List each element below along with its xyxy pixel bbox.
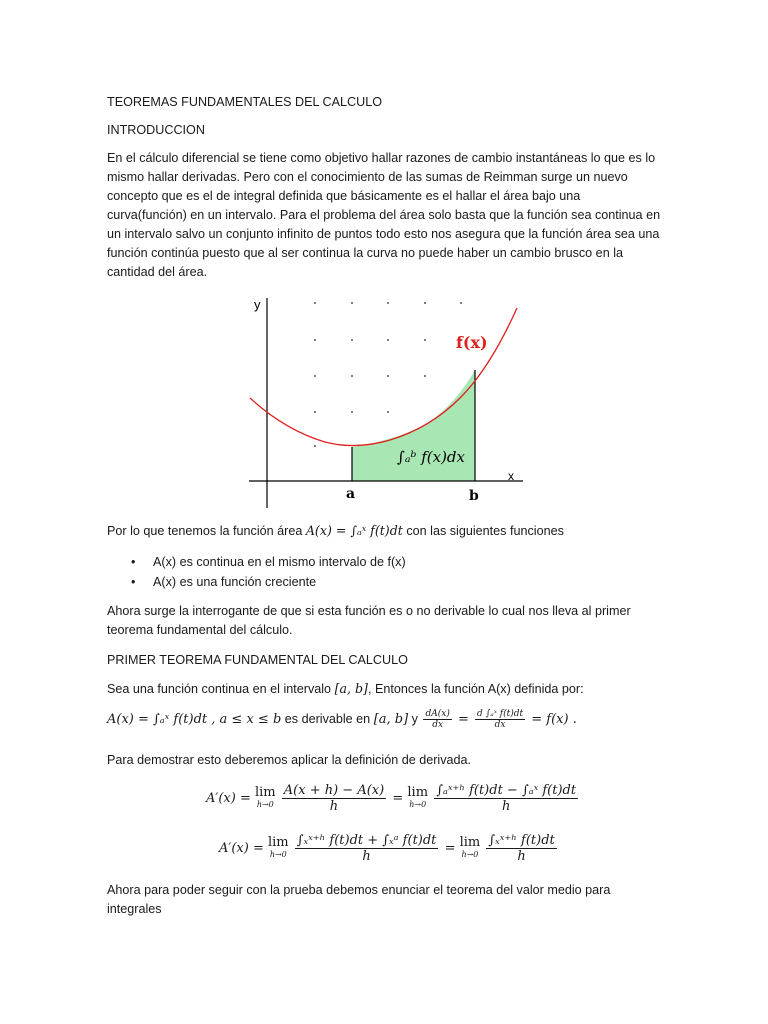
limit-operator: lim h→0: [407, 784, 429, 809]
y-text: y: [408, 712, 422, 726]
derivation-row-1: A′(x) = lim h→0 $\frac{A(x + h) - A(x)}{h}$ = lim h→0 $\frac{\text{∫ₐˣ⁺ʰ f(t)dt − ∫ₐˣ f(t)dt}}{h}$: [206, 783, 577, 814]
theorem-formula-result: = f(x) .: [531, 712, 577, 727]
derivable-text: es derivable en: [281, 712, 374, 726]
integral-quotient: $\frac{\text{∫ₓˣ⁺ʰ f(t)dt}}{h}$: [488, 833, 555, 864]
integral-label: ∫ₐᵇ f(x)dx: [397, 448, 465, 466]
list-item: • A(x) es una función creciente: [107, 572, 406, 592]
integral-sum-quotient: $\frac{\text{∫ₓˣ⁺ʰ f(t)dt + ∫ₓᵃ f(t)dt}}{h}$: [296, 833, 437, 864]
derivation-lhs: A′(x) =: [219, 841, 264, 856]
limit-operator: lim h→0: [267, 834, 289, 859]
theorem-statement-suffix: , Entonces la función A(x) definida por:: [367, 682, 584, 696]
theorem-formula-row: A(x) = ∫ₐˣ f(t)dt , a ≤ x ≤ b es derivable en [a, b] y $\frac{dA(x)}{dx}$ = $\frac{\text{d ∫ₐˣ f(t)dt}}{dx}$ = f(x) .: [107, 709, 577, 730]
intro-heading: INTRODUCCION: [107, 123, 205, 137]
closing-paragraph: Ahora para poder seguir con la prueba debemos enunciar el teorema del valor medio para integrales: [107, 883, 611, 916]
b-label: b: [469, 488, 479, 504]
derivable-interval: [a, b]: [373, 712, 409, 727]
difference-quotient: $\frac{A(x + h) - A(x)}{h}$: [283, 783, 385, 814]
limit-operator: lim h→0: [459, 834, 481, 859]
a-label: a: [346, 486, 356, 502]
x-axis-label: x: [508, 469, 514, 483]
question-paragraph: Ahora surge la interrogante de que si esta función es o no derivable lo cual nos lleva al primer teorema fundamental del cálculo.: [107, 604, 631, 637]
document-title: TEOREMAS FUNDAMENTALES DEL CALCULO: [107, 95, 383, 109]
theorem-formula-part1: A(x) = ∫ₐˣ f(t)dt , a ≤ x ≤ b: [107, 712, 282, 727]
theorem-statement-prefix: Sea una función continua en el intervalo: [107, 682, 335, 696]
area-function-formula: A(x) = ∫ₐˣ f(t)dt: [305, 523, 403, 538]
area-under-curve-figure: [245, 290, 530, 510]
integral-difference-quotient: $\frac{\text{∫ₐˣ⁺ʰ f(t)dt − ∫ₐˣ f(t)dt}}{h}$: [436, 783, 577, 814]
curve-label: f(x): [456, 333, 488, 352]
derivative-fraction-1: $\frac{dA(x)}{dx}$: [425, 709, 450, 730]
area-sentence-prefix: Por lo que tenemos la función área: [107, 524, 306, 538]
y-axis-label: y: [254, 297, 261, 312]
derivation-lhs: A′(x) =: [206, 791, 251, 806]
area-sentence: [107, 521, 667, 541]
theorem-interval: [a, b]: [334, 681, 368, 696]
demonstrate-text: Para demostrar esto deberemos aplicar la definición de derivada.: [107, 753, 472, 767]
first-theorem-heading: PRIMER TEOREMA FUNDAMENTAL DEL CALCULO: [107, 653, 408, 667]
area-sentence-suffix: con las siguientes funciones: [402, 524, 564, 538]
limit-operator: lim h→0: [254, 784, 276, 809]
intro-paragraph: En el cálculo diferencial se tiene como objetivo hallar razones de cambio instantáneas lo que es lo mismo hallar derivadas. Pero con el conocimiento de las sumas de Reimman surge un nuevo concepto que es el de integral definida que básicamente es el hallar el área bajo una curva(función) en un intervalo. Para el problema del área solo basta que la función sea continua en un intervalo salvo un conjunto infinito de puntos todo esto nos asegura que la función área sea una función continúa puesto que al ser continua la curva no puede haber un cambio brusco en la cantidad del área.: [107, 151, 661, 279]
list-item: • A(x) es continua en el mismo intervalo de f(x): [107, 552, 406, 572]
properties-list: [107, 552, 406, 592]
curve-fx: [250, 308, 517, 446]
derivation-row-2: A′(x) = lim h→0 $\frac{\text{∫ₓˣ⁺ʰ f(t)dt + ∫ₓᵃ f(t)dt}}{h}$ = lim h→0 $\frac{\text{∫ₓˣ⁺ʰ f(t)dt}}{h}$: [219, 833, 555, 864]
theorem-statement: [107, 679, 667, 699]
derivative-fraction-2: $\frac{\text{d ∫ₐˣ f(t)dt}}{dx}$: [477, 709, 524, 730]
